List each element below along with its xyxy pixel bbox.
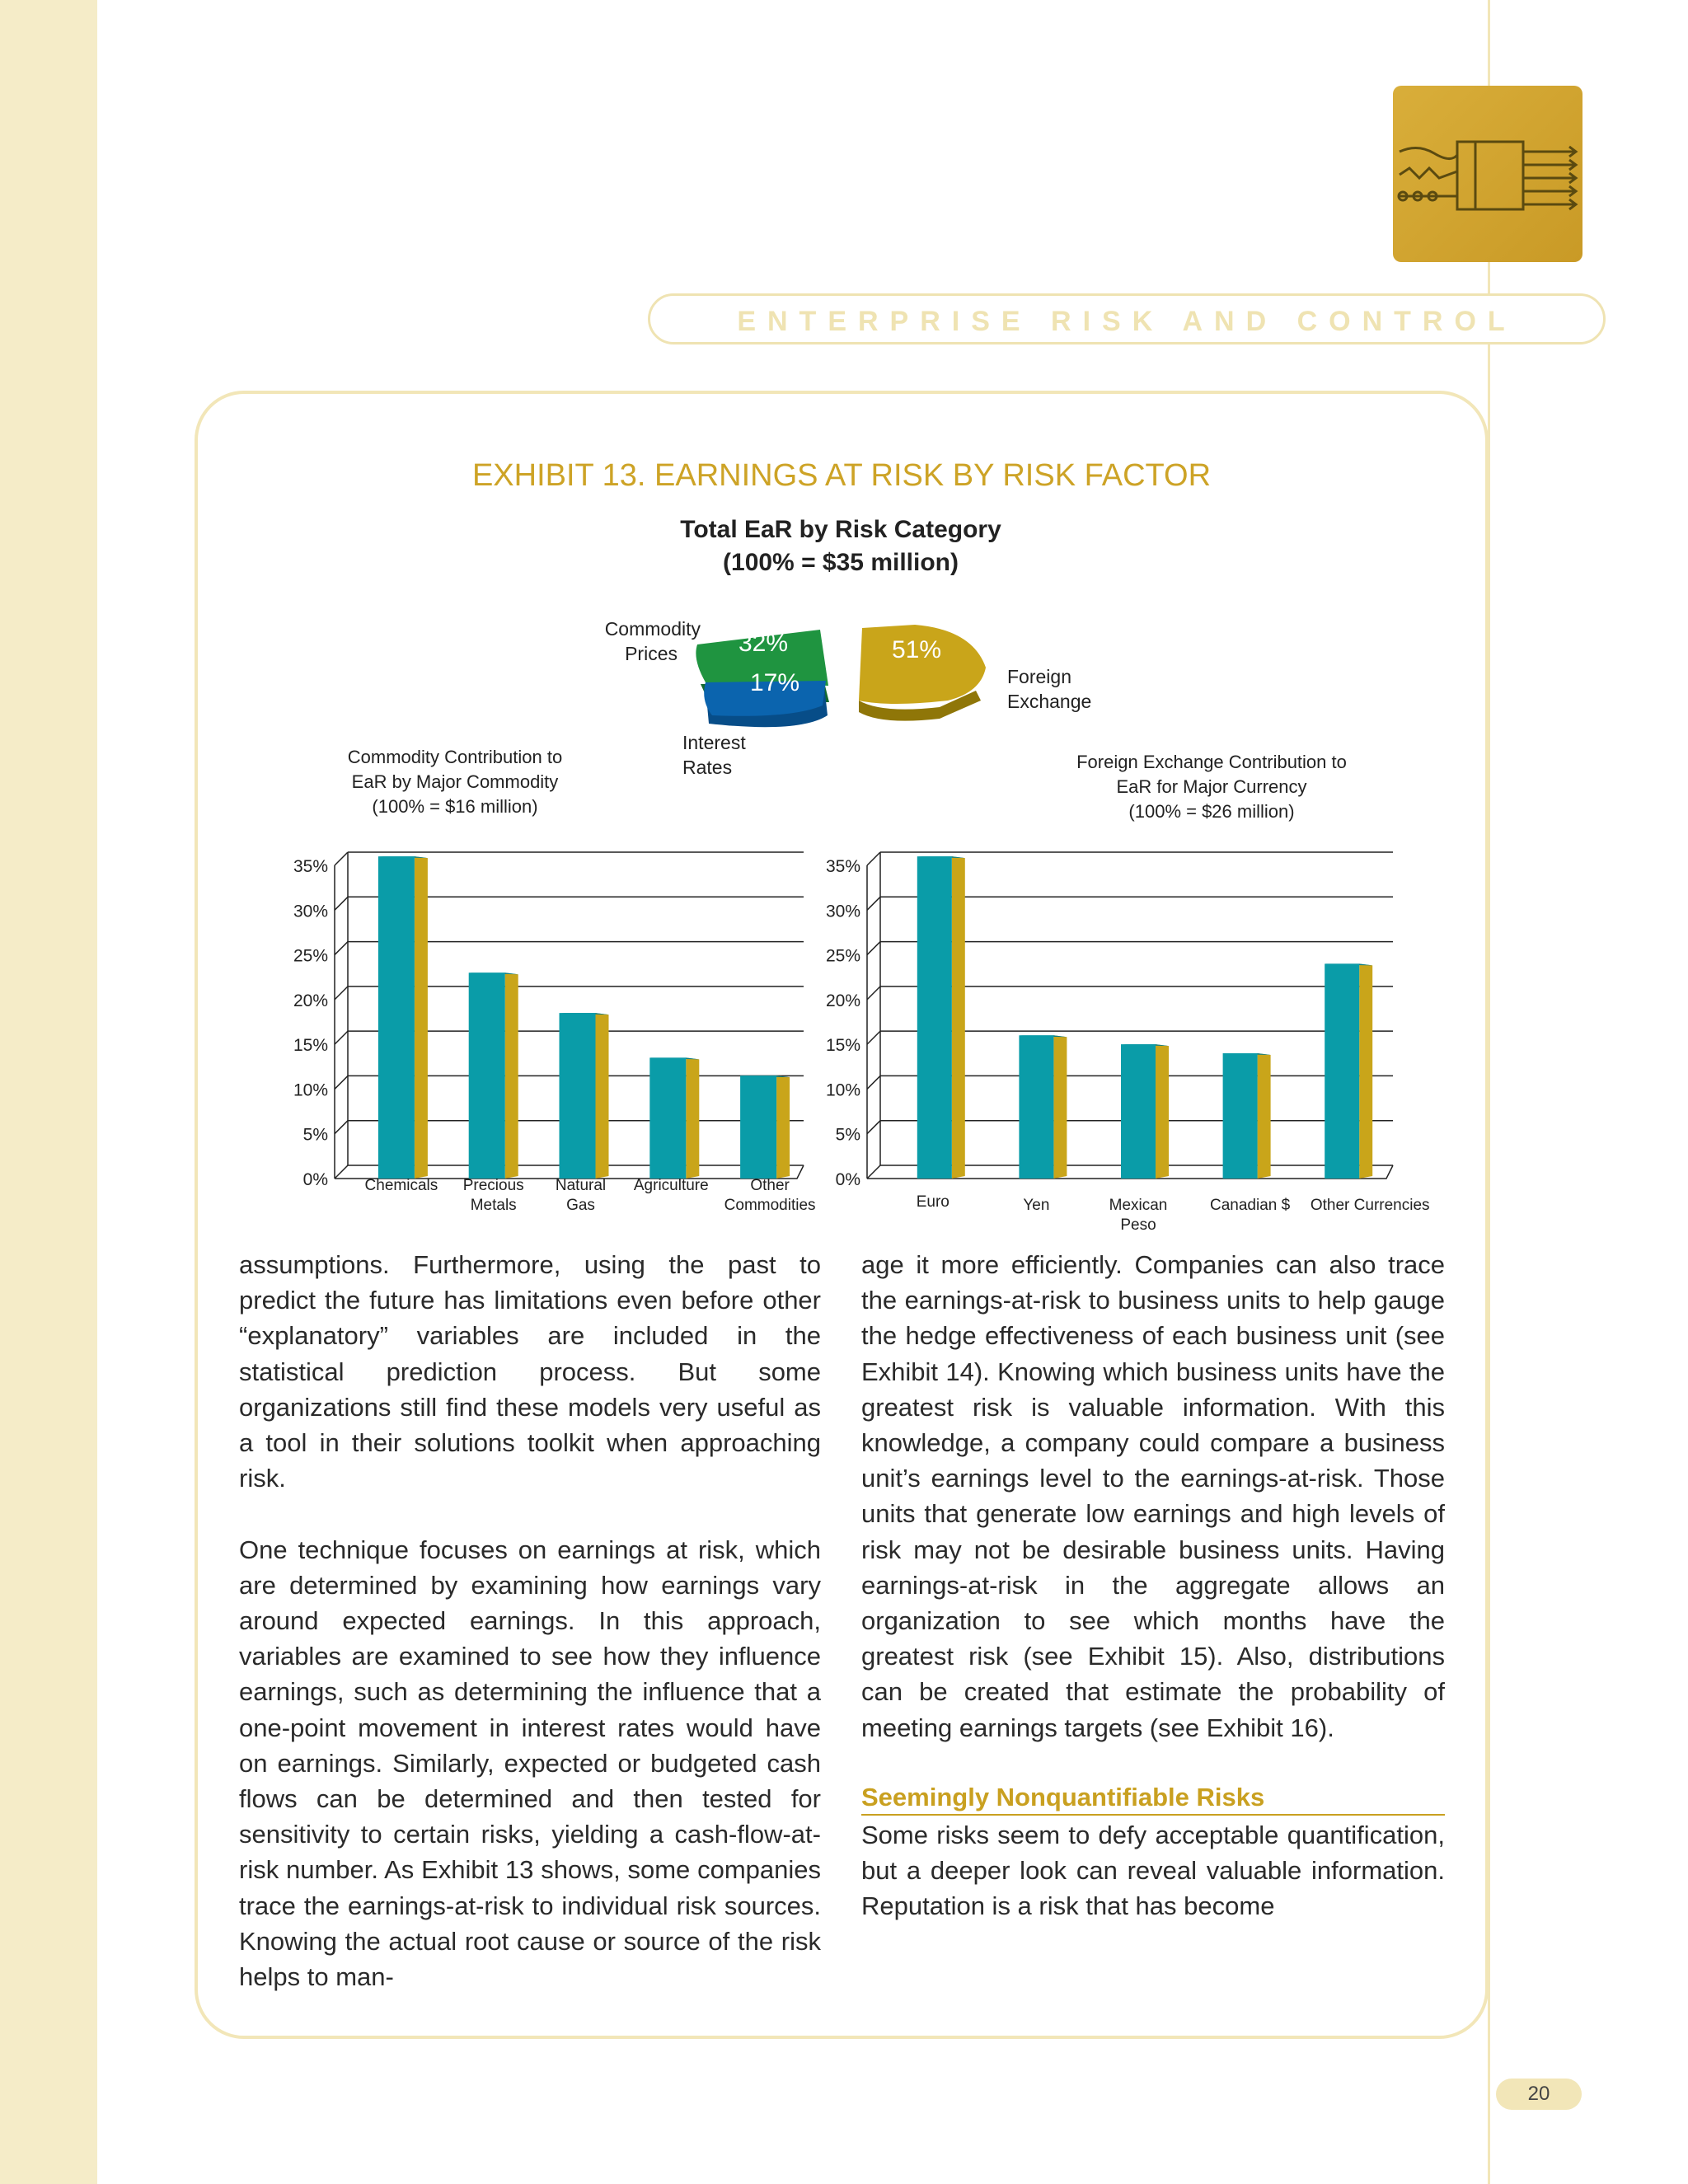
y-tick-label: 25%	[825, 946, 860, 966]
section-header	[648, 293, 1606, 344]
bar	[1121, 1044, 1156, 1179]
commodity-chart-title-1: Commodity Contribution to	[347, 747, 563, 767]
x-category-label: Euro	[916, 1193, 950, 1211]
x-category-label: Other	[750, 1177, 790, 1194]
x-category-label: Canadian $	[1209, 1197, 1291, 1214]
section-subheading: Seemingly Nonquantifiable Risks	[861, 1781, 1445, 1816]
y-tick-label: 10%	[293, 1080, 328, 1100]
pie-label-fx-2: Exchange	[1007, 691, 1092, 712]
gridline-depth	[335, 1121, 348, 1134]
gridline-depth	[335, 897, 348, 910]
x-category-label: Commodities	[724, 1197, 816, 1214]
bar-side	[415, 856, 428, 1179]
fx-bar-chart	[816, 832, 1430, 1236]
x-category-label: Chemicals	[364, 1177, 438, 1194]
x-category-label: Precious	[462, 1177, 524, 1194]
x-category-label: Natural	[555, 1177, 607, 1194]
x-category-label: Mexican	[1109, 1197, 1168, 1214]
bar	[917, 856, 952, 1179]
body-column-left	[239, 1247, 821, 1994]
body-paragraph: age it more efficiently. Companies can also trace the earnings-at-risk to business units to help gauge the hedge effectiveness of each business unit (see Exhibit 14). Knowing which business units have the greatest risk is valuable information. With this knowledge, a company could compare a business unit’s earnings level to the earnings-at-risk. Those units that generate low earnings and high levels of risk may not be desirable business units. Having earnings-at-risk in the aggregate allows an organization to see which months have the greatest risk (see Exhibit 15). Also, distributions can be created that estimate the probability of meeting earnings targets (see Exhibit 16).	[861, 1250, 1445, 1742]
gridline-depth	[867, 942, 880, 955]
bar	[740, 1076, 776, 1179]
bar	[469, 972, 505, 1179]
gridline-depth	[335, 1165, 348, 1179]
pie-label-fx-1: Foreign	[1007, 666, 1071, 687]
pie-value-commodity: 32%	[738, 630, 789, 657]
fx-chart-title-2: EaR for Major Currency	[1116, 776, 1307, 797]
bar	[560, 1013, 596, 1179]
y-tick-label: 10%	[825, 1080, 860, 1100]
gridline-depth	[335, 1031, 348, 1044]
body-paragraph: Some risks seem to defy acceptable quantification, but a deeper look can reveal valuable information. Reputation is a risk that has become	[861, 1821, 1445, 1921]
y-tick-label: 15%	[293, 1036, 328, 1056]
bar	[1019, 1035, 1053, 1179]
fx-chart-subtitle: (100% = $26 million)	[1128, 801, 1295, 822]
bar-side	[505, 972, 518, 1179]
bar-side	[1258, 1053, 1271, 1179]
y-tick-label: 20%	[825, 991, 860, 1010]
y-tick-label: 35%	[825, 857, 860, 876]
bar	[378, 856, 415, 1179]
x-category-label: Agriculture	[633, 1177, 709, 1194]
y-tick-label: 20%	[293, 991, 328, 1010]
gridline-depth	[867, 1076, 880, 1089]
commodity-chart-subtitle: (100% = $16 million)	[372, 796, 538, 817]
y-tick-label: 5%	[302, 1125, 328, 1145]
body-column-right	[861, 1247, 1445, 1924]
body-paragraph: One technique focuses on earnings at risk, which are determined by examining how earnings vary around expected earnings. In this approach, variables are examined to see how they influence earnings, such as determining the influence that a one-point movement in interest rates would have on earnings. Similarly, expected or budgeted cash flows can be determined and then tested for sensitivity to certain risks, yielding a cash-flow-at-risk number. As Exhibit 13 shows, some companies trace the earnings-at-risk to individual risk sources. Knowing the actual root cause or source of the risk helps to man-	[239, 1535, 821, 1992]
gridline-depth	[867, 852, 880, 865]
exhibit-title: EXHIBIT 13. EARNINGS AT RISK BY RISK FACTOR	[471, 458, 1212, 493]
gridline-depth	[335, 942, 348, 955]
x-category-label: Metals	[470, 1197, 517, 1214]
pie-subtitle: (100% = $35 million)	[723, 549, 959, 576]
pie-label-interest-1: Interest	[682, 732, 746, 753]
pie-value-fx: 51%	[891, 636, 942, 663]
pie-label-commodity-2: Prices	[625, 643, 678, 664]
x-category-label: Other Currencies	[1310, 1197, 1430, 1214]
gridline-depth	[867, 987, 880, 1000]
commodity-bar-chart	[280, 832, 824, 1220]
y-tick-label: 30%	[825, 902, 860, 921]
pie-label-interest-2: Rates	[682, 757, 733, 778]
pie-value-interest: 17%	[749, 669, 800, 696]
bar-side	[1359, 963, 1372, 1179]
circuit-chip-logo	[1393, 86, 1582, 262]
fx-chart-title-1: Foreign Exchange Contribution to	[1076, 752, 1347, 772]
bar-side	[686, 1057, 699, 1179]
y-tick-label: 25%	[293, 946, 328, 966]
y-tick-label: 0%	[835, 1170, 860, 1189]
commodity-chart-title-2: EaR by Major Commodity	[351, 771, 559, 792]
gridline-depth	[867, 1031, 880, 1044]
pie-label-commodity-1: Commodity	[604, 618, 701, 640]
gridline-depth	[335, 852, 348, 865]
gridline-depth	[335, 1076, 348, 1089]
x-category-label: Gas	[566, 1197, 595, 1214]
gridline-depth	[867, 1121, 880, 1134]
pie-title: Total EaR by Risk Category	[680, 516, 1001, 543]
bar	[1223, 1053, 1258, 1179]
x-category-label: Peso	[1120, 1216, 1156, 1234]
bar	[649, 1057, 686, 1179]
gridline-depth	[867, 1165, 880, 1179]
bar-side	[1156, 1044, 1169, 1179]
section-title: ENTERPRISE RISK AND CONTROL	[737, 306, 1517, 337]
bar-side	[776, 1076, 790, 1179]
y-tick-label: 15%	[825, 1036, 860, 1056]
left-margin-strip	[0, 0, 97, 2184]
gridline-depth	[335, 987, 348, 1000]
bar	[1325, 963, 1359, 1179]
y-tick-label: 0%	[302, 1170, 328, 1189]
body-paragraph: assumptions. Furthermore, using the past to predict the future has limitations even before other “explanatory” variables are included in the statistical prediction process. But some organizations still find these models very useful as a tool in their solutions toolkit when approaching risk.	[239, 1250, 821, 1493]
y-tick-label: 30%	[293, 902, 328, 921]
page-number: 20	[1496, 2079, 1582, 2110]
circuit-icon	[1393, 86, 1582, 262]
x-category-label: Yen	[1023, 1197, 1050, 1214]
y-tick-label: 35%	[293, 857, 328, 876]
bar-side	[1053, 1035, 1067, 1179]
bar-side	[952, 856, 965, 1179]
y-tick-label: 5%	[835, 1125, 860, 1145]
gridline-depth	[867, 897, 880, 910]
bar-side	[596, 1013, 609, 1179]
